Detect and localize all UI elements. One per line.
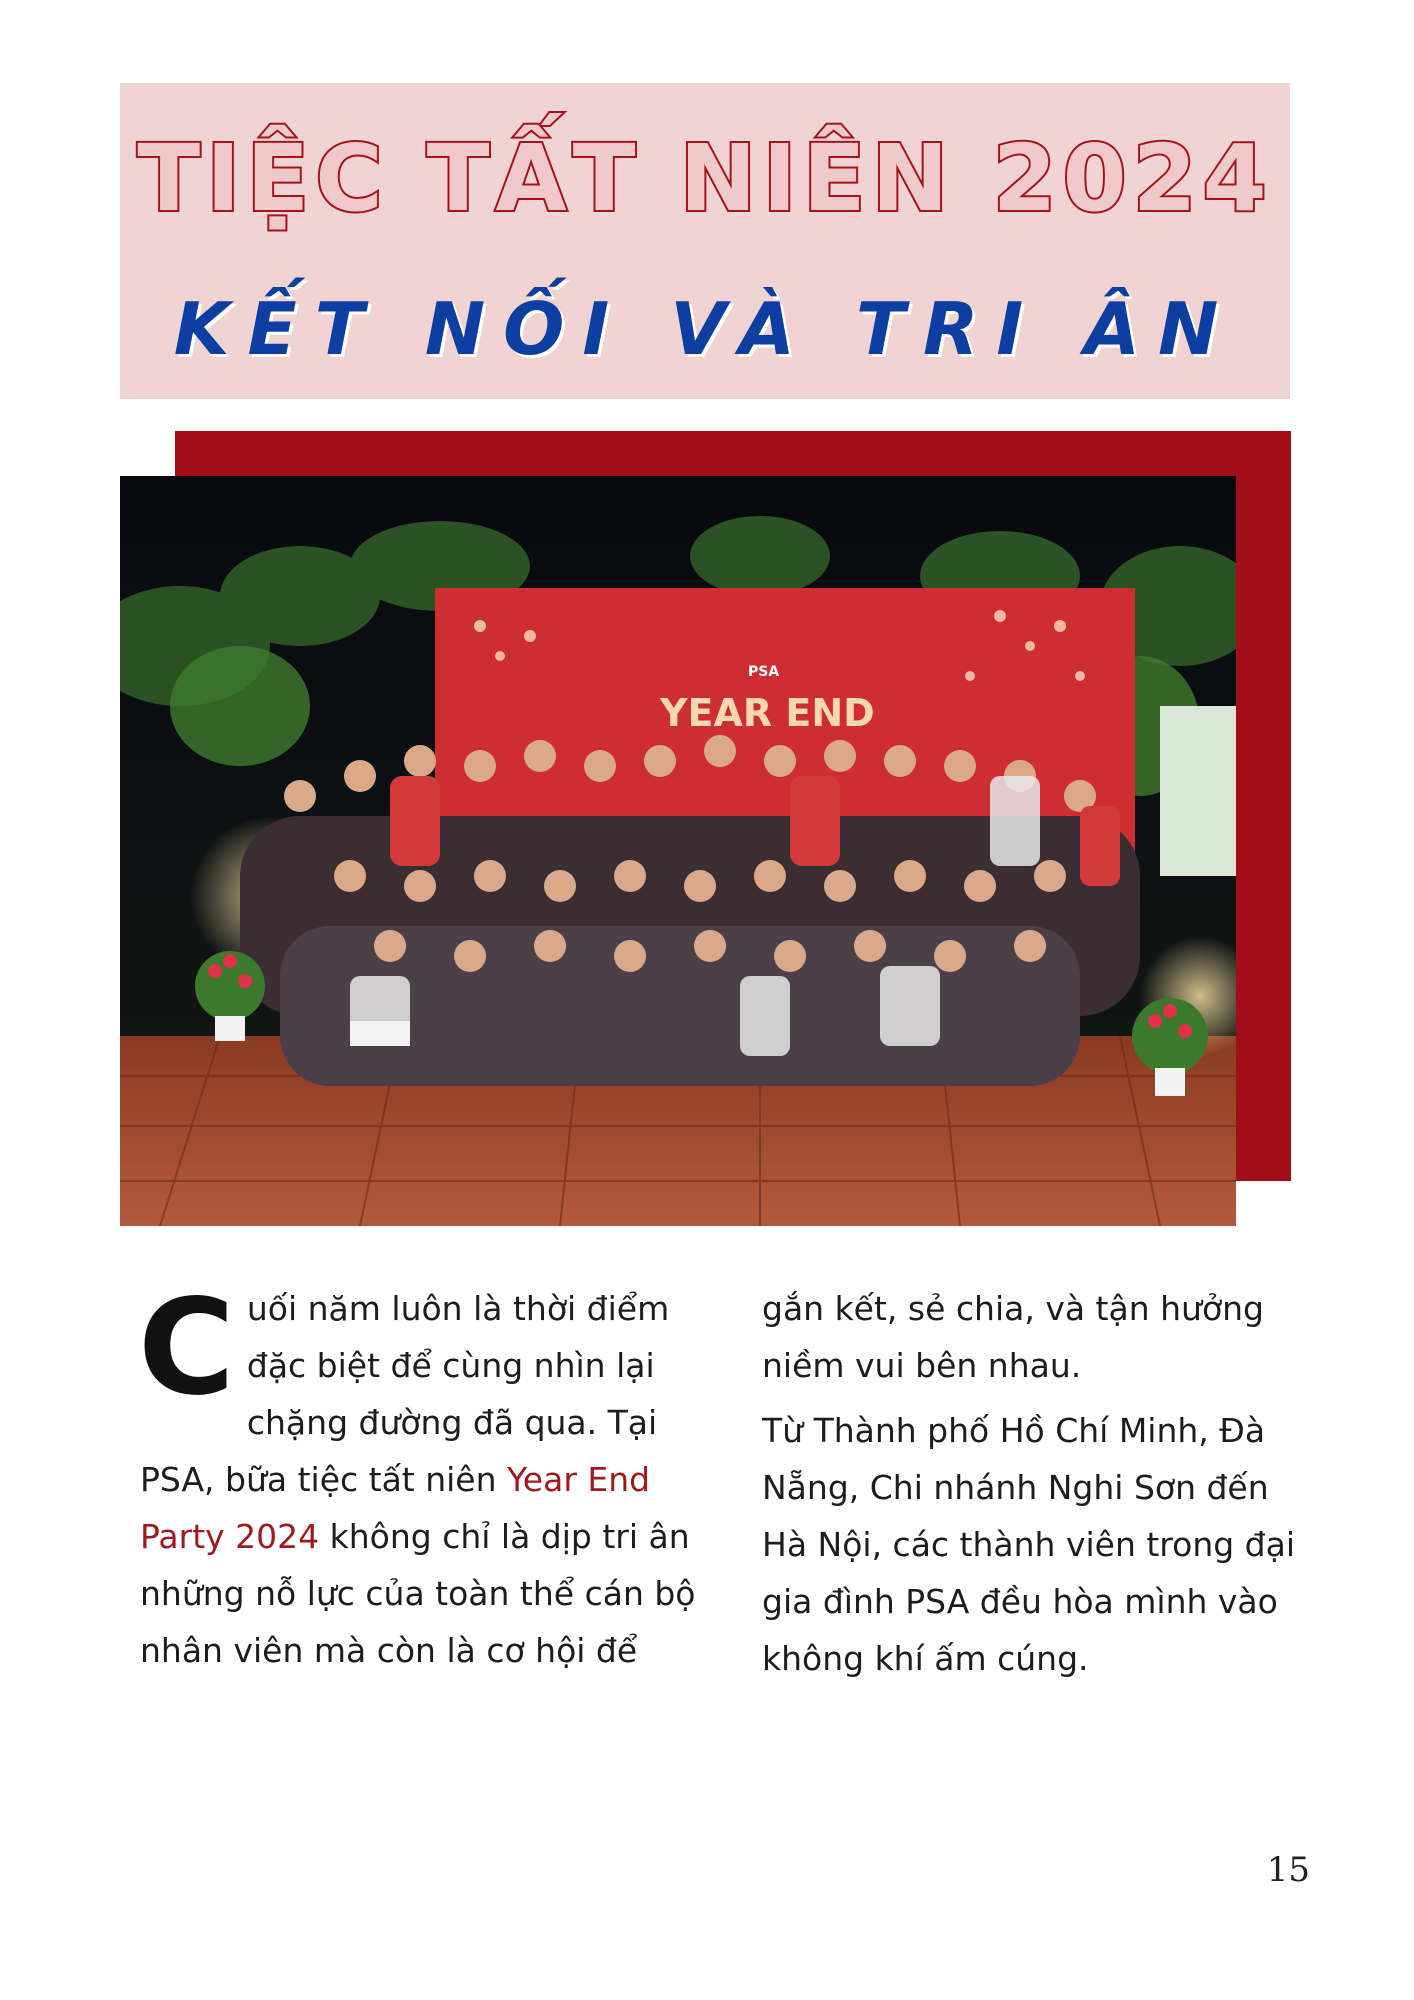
page-subtitle: KẾT NỐI VÀ TRI ÂN (173, 287, 1237, 371)
paragraph-text-end: không chỉ là dịp tri ân những nỗ lực của toàn thể cán bộ nhân viên mà còn là cơ hội để (140, 1517, 696, 1670)
event-name-highlight: Year End Party 2024 (140, 1460, 651, 1556)
article-paragraph-2: Từ Thành phố Hồ Chí Minh, Đà Nẵng, Chi nhánh Nghi Sơn đến Hà Nội, các thành viên trong đại gia đình PSA đều hòa mình vào không khí ấm cúng. (762, 1411, 1296, 1678)
article-paragraph-continued: gắn kết, sẻ chia, và tận hưởng niềm vui bên nhau. (762, 1289, 1265, 1385)
title-banner (120, 83, 1290, 399)
event-photo (120, 476, 1236, 1226)
drop-cap: C (138, 1271, 235, 1425)
backdrop-text: YEAR END (660, 691, 875, 735)
article-column-right (762, 1280, 1322, 1695)
article-paragraph (138, 1271, 720, 1679)
page-number: 15 (1266, 1850, 1310, 1890)
article-column-left (138, 1271, 720, 1687)
paragraph-text: uối năm luôn là thời điểm đặc biệt để cùng nhìn lại chặng đường đã qua. Tại PSA, bữa tiệc tất niên (140, 1289, 670, 1499)
page-title: TIỆC TẤT NIÊN 2024 (137, 125, 1273, 232)
event-photo-illustration (120, 476, 1236, 1226)
backdrop-logo: PSA (748, 664, 780, 680)
